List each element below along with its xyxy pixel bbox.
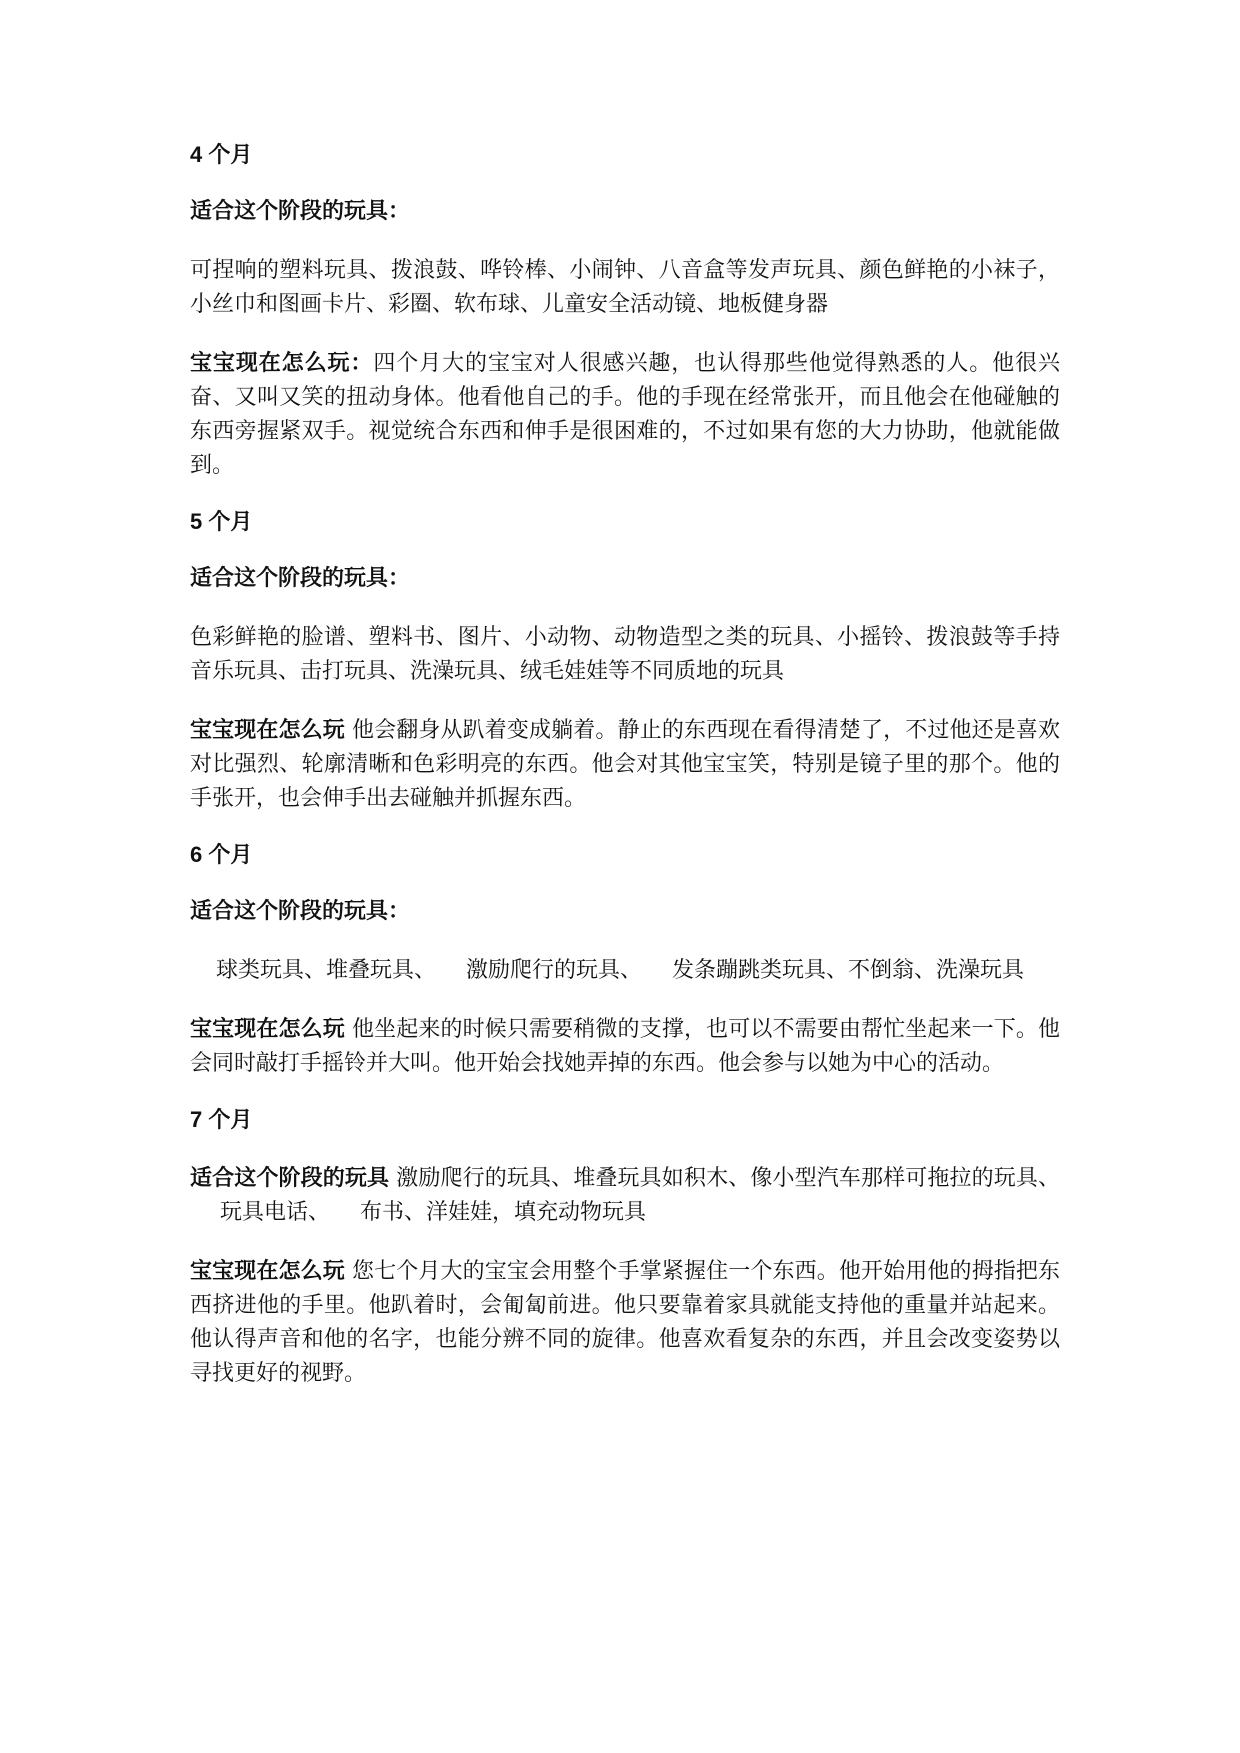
toy-item: 发条蹦跳类玩具、不倒翁、洗澡玩具: [672, 958, 1025, 983]
section-5-months: [190, 507, 1060, 816]
toys-list: 色彩鲜艳的脸谱、塑料书、图片、小动物、动物造型之类的玩具、小摇铃、拨浪鼓等手持音乐玩具、击打玩具、洗澡玩具、绒毛娃娃等不同质地的玩具: [190, 625, 1060, 684]
play-label: 宝宝现在怎么玩: [190, 1016, 345, 1042]
toys-paragraph: [190, 1161, 1060, 1230]
play-text: 四个月大的宝宝对人很感兴趣，也认得那些他觉得熟悉的人。他很兴奋、又叫又笑的扭动身体。他看他自己的手。他的手现在经常张开，而且他会在他碰触的东西旁握紧双手。视觉统合东西和伸手是很困难的，不过如果有您的大力协助，他就能做到。: [190, 351, 1060, 478]
section-6-months: [190, 840, 1060, 1081]
month-heading: 4 个月: [190, 142, 253, 167]
play-paragraph: [190, 1254, 1060, 1391]
month-heading: 7 个月: [190, 1107, 253, 1132]
play-paragraph: [190, 346, 1060, 483]
toys-heading: 适合这个阶段的玩具：: [190, 198, 411, 224]
toy-item: 布书、洋娃娃，填充动物玩具: [360, 1200, 647, 1225]
toys-label: 适合这个阶段的玩具: [190, 1165, 390, 1191]
toys-heading: 适合这个阶段的玩具：: [190, 565, 411, 591]
play-text: 他会翻身从趴着变成躺着。静止的东西现在看得清楚了，不过他还是喜欢对比强烈、轮廓清晰和色彩明亮的东西。他会对其他宝宝笑，特别是镜子里的那个。他的手张开，也会伸手出去碰触并抓握东西。: [190, 718, 1060, 811]
month-heading: 5 个月: [190, 509, 253, 534]
play-label: 宝宝现在怎么玩：: [190, 350, 374, 376]
toy-item: 玩具电话、: [220, 1200, 331, 1225]
play-label: 宝宝现在怎么玩: [190, 1258, 345, 1284]
toys-list: 可捏响的塑料玩具、拨浪鼓、哗铃棒、小闹钟、八音盒等发声玩具、颜色鲜艳的小袜子，小丝巾和图画卡片、彩圈、软布球、儿童安全活动镜、地板健身器: [190, 258, 1060, 317]
toy-item: 球类玩具、堆叠玩具、: [216, 958, 437, 983]
toys-list: [190, 954, 1060, 988]
play-text: 他坐起来的时候只需要稍微的支撑，也可以不需要由帮忙坐起来一下。他会同时敲打手摇铃并大叫。他开始会找她弄掉的东西。他会参与以她为中心的活动。: [190, 1017, 1060, 1076]
play-paragraph: [190, 713, 1060, 816]
month-heading: 6 个月: [190, 842, 253, 867]
play-paragraph: [190, 1012, 1060, 1081]
document-page: [190, 140, 1060, 1391]
toy-item: 激励爬行的玩具、堆叠玩具如积木、像小型汽车那样可拖拉的玩具、: [396, 1166, 1060, 1191]
toys-heading: 适合这个阶段的玩具：: [190, 898, 411, 924]
play-text: 您七个月大的宝宝会用整个手掌紧握住一个东西。他开始用他的拇指把东西挤进他的手里。他趴着时，会匍匐前进。他只要靠着家具就能支持他的重量并站起来。他认得声音和他的名字，也能分辨不同的旋律。他喜欢看复杂的东西，并且会改变姿势以寻找更好的视野。: [190, 1259, 1060, 1386]
toy-item: 激励爬行的玩具、: [466, 958, 643, 983]
section-7-months: [190, 1105, 1060, 1391]
play-label: 宝宝现在怎么玩: [190, 717, 345, 743]
section-4-months: [190, 140, 1060, 483]
